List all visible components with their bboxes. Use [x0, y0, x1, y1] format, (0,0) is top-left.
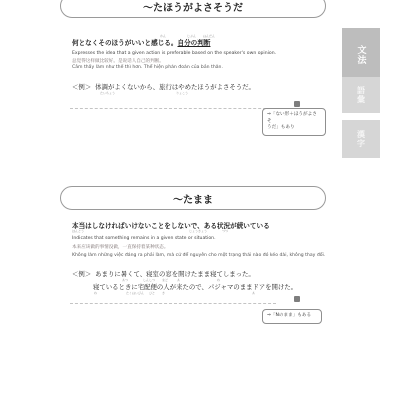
section-title: 何となくそのほうがいいと感じる。自分の判断	[72, 39, 211, 47]
furigana: あつ しんしつ まど あ ね	[122, 278, 220, 282]
section-title: 本当はしなければいけないことをしないで、ある状況が続いている	[72, 222, 270, 230]
divider	[70, 108, 276, 109]
note-tab-icon	[294, 101, 300, 107]
furigana: たいちょう りょこう	[100, 91, 188, 95]
side-tab-kanji[interactable]: 漢字	[342, 120, 380, 158]
note-box: ⇒「ない形＋ほうがよさそ うだ」もあり	[262, 108, 326, 136]
example-sentence: ＜例＞ あまりに暑くて、寝室の窓を開けたまま寝てしまった。	[72, 270, 255, 278]
note-tab-icon	[294, 296, 300, 302]
example-mark: ＜例＞	[72, 270, 92, 278]
explanation-english: Expresses the idea that a given action is preferable based on the speaker's own opinion.	[72, 51, 277, 56]
explanation-vietnamese: Cảm thấy làm như thế thì hơn. Thể hiện phán đoán của bản thân.	[72, 65, 223, 70]
furigana: ほんとう じょうきょう つづ	[72, 229, 228, 233]
divider	[70, 303, 276, 304]
example-mark: ＜例＞	[72, 83, 92, 91]
explanation-vietnamese: Không làm những việc đáng ra phải làm, mà cứ để nguyên cho một trạng thái nào đó kéo dài, không thay đổi.	[72, 253, 326, 258]
section-heading: 〜たまま	[60, 186, 326, 210]
furigana: ね たくはいびん ひと き あ	[94, 291, 255, 295]
furigana: かん じぶん はんだん	[160, 34, 215, 38]
explanation-chinese: 总觉得这样做比较好。是说话人自己的判断。	[72, 59, 164, 64]
explanation-english: Indicates that something remains in a given state or situation.	[72, 236, 216, 241]
note-box: ⇒「Nのまま」もある	[262, 309, 322, 324]
side-tab-vocabulary[interactable]: 語彙	[342, 77, 380, 113]
section-heading: 〜たほうがよさそうだ	[60, 0, 326, 18]
explanation-chinese: 本来应该做的事情没做，一直保持着某种状态。	[72, 245, 169, 250]
example-sentence: 寝ているときに宅配便の人が来たので、パジャマのままドアを開けた。	[93, 283, 298, 291]
side-tab-grammar[interactable]: 文法	[342, 28, 380, 82]
example-sentence: ＜例＞ 体調がよくないから、旅行はやめたほうがよさそうだ。	[72, 83, 255, 91]
